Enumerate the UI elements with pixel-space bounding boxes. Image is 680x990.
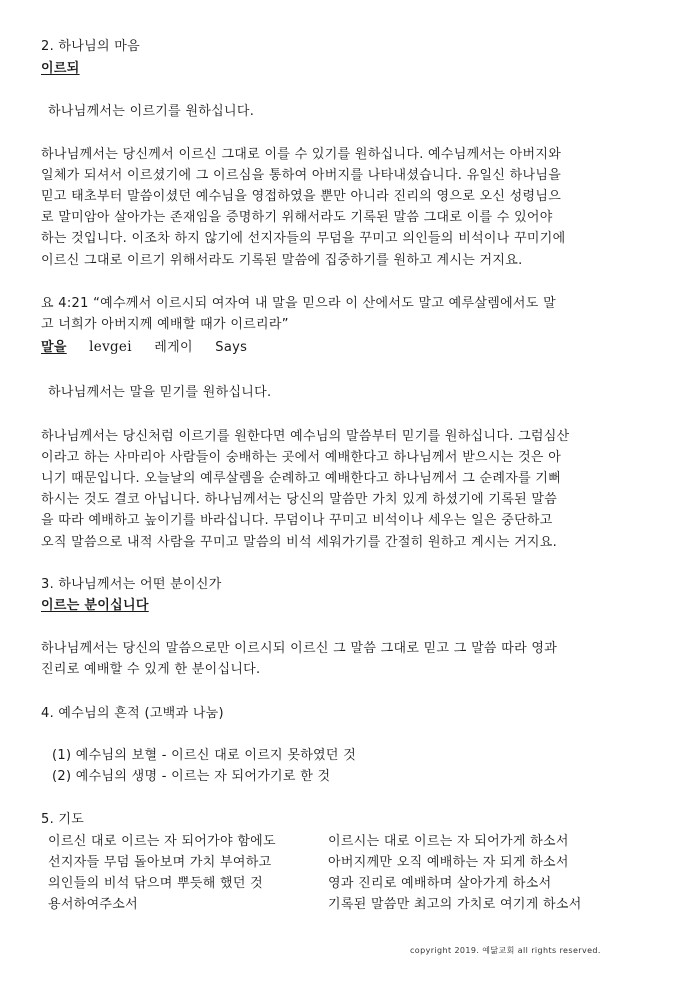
paragraph-line: 믿고 태초부터 말씀이셨던 예수님을 영접하였을 뿐만 아니라 진리의 영으로 오신 성령님으 [41,189,562,204]
prayer-left-line: 이르신 대로 이르는 자 되어가야 함에도 [48,834,276,849]
word-greek: levgei [89,339,132,355]
paragraph-line: 을 따라 예배하고 높이기를 바라십니다. 무덤이나 꾸미고 비석이나 세우는 일은 중단하고 [41,513,553,528]
word-reading: 레게이 [154,340,193,355]
word-term: 말을 [41,340,67,355]
section-2-lead-2: 하나님께서는 말을 믿기를 원하십니다. [48,385,272,400]
prayer-left-line: 의인들의 비석 닦으며 뿌듯해 했던 것 [48,876,264,891]
copyright-notice: copyright 2019. 예닮교회 all rights reserved. [410,946,601,955]
paragraph-line: 하나님께서는 당신의 말씀으로만 이르시되 이르신 그 말씀 그대로 믿고 그 말씀 따라 영과 [41,641,558,656]
section-5-heading: 5. 기도 [41,812,85,827]
paragraph-line: 하는 것입니다. 이조차 하지 않기에 선지자들의 무덤을 꾸미고 의인들의 비석이나 꾸미기에 [41,231,566,246]
prayer-right-line: 영과 진리로 예배하며 살아가게 하소서 [328,876,552,891]
prayer-right-line: 이르시는 대로 이르는 자 되어가게 하소서 [328,834,569,849]
prayer-left-line: 용서하여주소서 [48,897,139,912]
verse-line: 요 4:21 “예수께서 이르시되 여자여 내 말을 믿으라 이 산에서도 말고 예루살렘에서도 말 [41,296,556,311]
word-study-row [41,339,247,356]
paragraph-line: 이라고 하는 사마리아 사람들이 숭배하는 곳에서 예배한다고 하나님께서 받으시는 것은 아 [41,450,562,465]
prayer-left-line: 선지자들 무덤 돌아보며 가치 부여하고 [48,855,272,870]
section-2-subheading: 이르되 [41,61,80,76]
section-3-heading: 3. 하나님께서는 어떤 분이신가 [41,577,222,592]
confession-item: (1) 예수님의 보혈 - 이르신 대로 이르지 못하였던 것 [52,748,357,763]
paragraph-line: 일체가 되셔서 이르셨기에 그 이르심을 통하여 아버지를 나타내셨습니다. 유일신 하나님을 [41,168,562,183]
section-2-lead: 하나님께서는 이르기를 원하십니다. [48,104,255,119]
section-2-heading: 2. 하나님의 마음 [41,39,141,54]
confession-item: (2) 예수님의 생명 - 이르는 자 되어가기로 한 것 [52,769,331,784]
section-3-subheading: 이르는 분이십니다 [41,598,149,613]
prayer-right-line: 아버지께만 오직 예배하는 자 되게 하소서 [328,855,569,870]
verse-line: 고 너희가 아버지께 예배할 때가 이르리라” [41,317,289,332]
section-4-heading: 4. 예수님의 흔적 (고백과 나눔) [41,706,224,721]
paragraph-line: 하나님께서는 당신처럼 이르기를 원한다면 예수님의 말씀부터 믿기를 원하십니다. 그럼심산 [41,429,570,444]
paragraph-line: 오직 말씀으로 내적 사람을 꾸미고 말씀의 비석 세워가기를 간절히 원하고 계시는 거지요. [41,535,558,550]
paragraph-line: 로 말미암아 살아가는 존재임을 증명하기 위해서라도 기록된 말씀 그대로 이를 수 있어야 [41,210,553,225]
paragraph-line: 이르신 그대로 이르기 위해서라도 기록된 말씀에 집중하기를 원하고 계시는 거지요. [41,253,523,268]
paragraph-line: 하나님께서는 당신께서 이르신 그대로 이를 수 있기를 원하십니다. 예수님께서는 아버지와 [41,147,562,162]
paragraph-line: 니기 때문입니다. 오늘날의 예루살렘을 순례하고 예배한다고 하나님께서 그 순례자를 기뻐 [41,471,562,486]
prayer-right-line: 기록된 말씀만 최고의 가치로 여기게 하소서 [328,897,582,912]
word-english: Says [215,340,248,355]
paragraph-line: 하시는 것도 결코 아닙니다. 하나님께서는 당신의 말씀만 가치 있게 하셨기에 기록된 말씀 [41,492,558,507]
paragraph-line: 진리로 예배할 수 있게 한 분이십니다. [41,662,261,677]
